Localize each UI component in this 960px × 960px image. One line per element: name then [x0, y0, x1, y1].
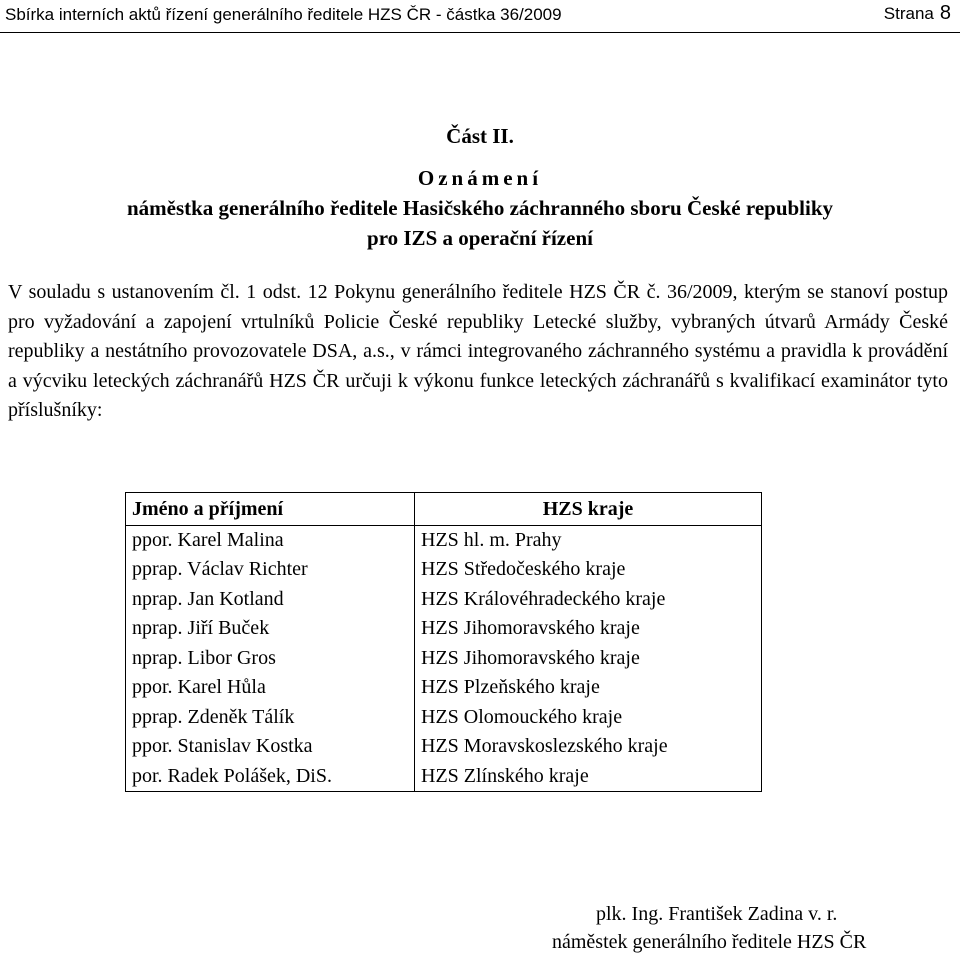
- table-row: [126, 525, 762, 555]
- cell-name: ppor. Karel Malina: [126, 525, 415, 555]
- body-paragraph: V souladu s ustanovením čl. 1 odst. 12 Pokynu generálního ředitele HZS ČR č. 36/2009, kterým se stanoví postup pro vyžadování a zapojení vrtulníků Policie České republiky Letecké služby, vybraných útvarů Armády České republiky a nestátního provozovatele DSA, a.s., v rámci integrovaného záchranného systému a pravidla k provádění a výcviku leteckých záchranářů HZS ČR určuji k výkonu funkce leteckých záchranářů s kvalifikací examinátor tyto příslušníky:: [8, 281, 948, 421]
- cell-name: pprap. Zdeněk Tálík: [126, 703, 415, 733]
- cell-region: HZS Jihomoravského kraje: [415, 614, 762, 644]
- collection-title: Sbírka interních aktů řízení generálního ředitele HZS ČR - částka 36/2009: [5, 5, 562, 24]
- signature-role: náměstek generálního ředitele HZS ČR: [552, 931, 867, 953]
- cell-region: HZS Středočeského kraje: [415, 555, 762, 585]
- cell-region: HZS Jihomoravského kraje: [415, 644, 762, 674]
- table-header-row: [126, 493, 762, 526]
- subtitle-line-2: pro IZS a operační řízení: [367, 226, 593, 250]
- page-number: 8: [939, 2, 951, 24]
- cell-region: HZS Zlínského kraje: [415, 762, 762, 792]
- cell-name: nprap. Jiří Buček: [126, 614, 415, 644]
- table-row: [126, 555, 762, 585]
- cell-name: ppor. Stanislav Kostka: [126, 732, 415, 762]
- table-row: [126, 585, 762, 615]
- examiners-table: [125, 492, 762, 792]
- cell-region: HZS Moravskoslezského kraje: [415, 732, 762, 762]
- cell-region: HZS Plzeňského kraje: [415, 673, 762, 703]
- cell-region: HZS hl. m. Prahy: [415, 525, 762, 555]
- cell-name: nprap. Libor Gros: [126, 644, 415, 674]
- cell-name: ppor. Karel Hůla: [126, 673, 415, 703]
- page-indicator: [884, 2, 951, 25]
- part-heading: Část II.: [446, 124, 514, 148]
- table-row: [126, 644, 762, 674]
- page-label: Strana: [883, 4, 934, 23]
- cell-name: pprap. Václav Richter: [126, 555, 415, 585]
- cell-name: por. Radek Polášek, DiS.: [126, 762, 415, 792]
- page-header: [0, 0, 960, 33]
- announcement-heading: Oznámení: [417, 166, 543, 190]
- table-row: [126, 614, 762, 644]
- column-header-region: HZS kraje: [415, 493, 762, 526]
- table-row: [126, 762, 762, 792]
- column-header-name: Jméno a příjmení: [126, 493, 415, 526]
- subtitle-line-1: náměstka generálního ředitele Hasičského záchranného sboru České republiky: [126, 196, 834, 220]
- signature-name: plk. Ing. František Zadina v. r.: [596, 903, 838, 925]
- cell-region: HZS Královéhradeckého kraje: [415, 585, 762, 615]
- cell-region: HZS Olomouckého kraje: [415, 703, 762, 733]
- table-row: [126, 673, 762, 703]
- cell-name: nprap. Jan Kotland: [126, 585, 415, 615]
- table-row: [126, 703, 762, 733]
- table-row: [126, 732, 762, 762]
